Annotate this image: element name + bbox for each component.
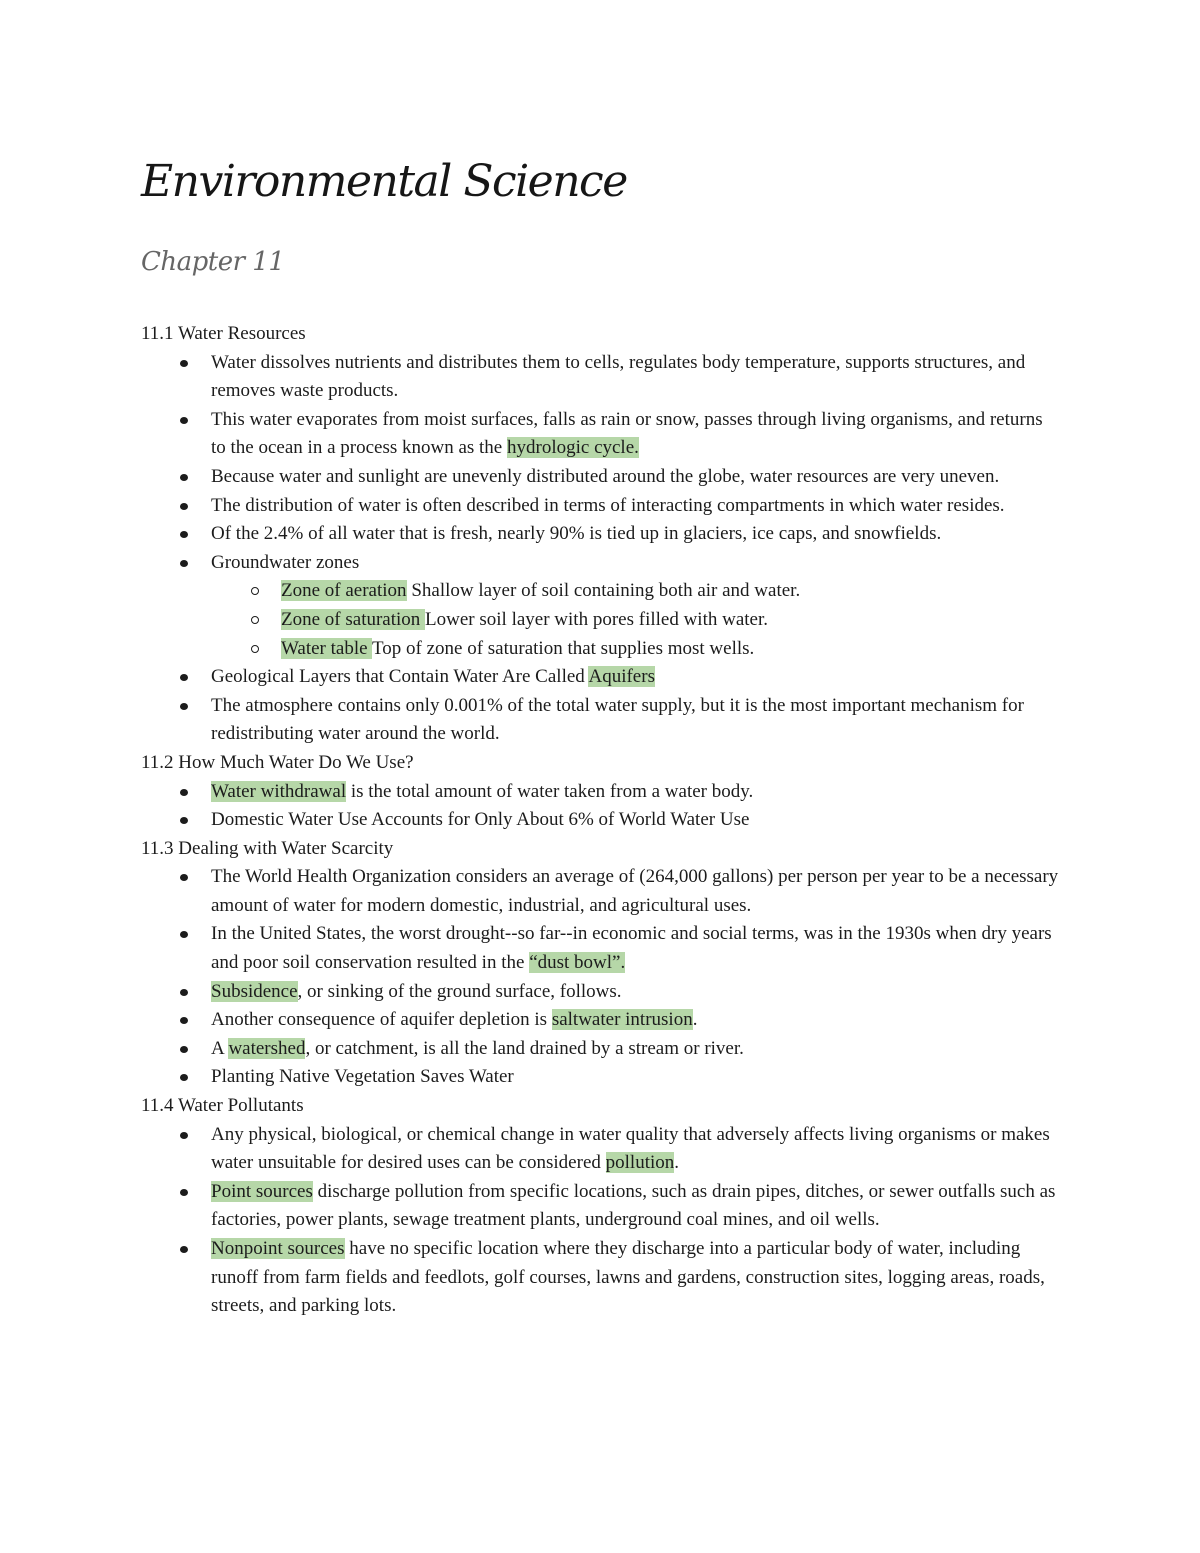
highlighted-term: Subsidence xyxy=(211,980,298,1002)
list-item: Nonpoint sources have no specific location where they discharge into a particular body of water, including runoff from farm fields and feedlots, golf courses, lawns and gardens, construction sites, logging areas, roads, streets, and parking lots. xyxy=(211,1235,1061,1321)
list-item: Zone of aeration Shallow layer of soil containing both air and water. xyxy=(281,577,1061,606)
list-item: Another consequence of aquifer depletion is saltwater intrusion. xyxy=(211,1006,1061,1035)
highlighted-term: “dust bowl”. xyxy=(529,952,626,974)
list-item: The World Health Organization considers an average of (264,000 gallons) per person per year to be a necessary amount of water for modern domestic, industrial, and agricultural uses. xyxy=(211,863,1061,920)
highlighted-term: Zone of saturation xyxy=(281,608,426,630)
list-item: Because water and sunlight are unevenly distributed around the globe, water resources are very uneven. xyxy=(211,463,1061,492)
highlighted-term: Water table xyxy=(281,637,372,659)
list-item: Subsidence, or sinking of the ground surface, follows. xyxy=(211,978,1061,1007)
section-11-3-list xyxy=(141,863,1061,1092)
highlighted-term: Zone of aeration xyxy=(281,580,407,602)
highlighted-term: Aquifers xyxy=(588,666,655,688)
list-item: Water dissolves nutrients and distributes them to cells, regulates body temperature, supports structures, and removes waste products. xyxy=(211,349,1061,406)
document-body xyxy=(141,320,1061,1321)
section-heading-11-2: 11.2 How Much Water Do We Use? xyxy=(141,751,414,773)
document-title: Environmental Science xyxy=(141,156,627,207)
section-heading-11-1: 11.1 Water Resources xyxy=(141,323,306,344)
list-item: A watershed, or catchment, is all the land drained by a stream or river. xyxy=(211,1035,1061,1064)
list-item: Domestic Water Use Accounts for Only About 6% of World Water Use xyxy=(211,806,1061,835)
list-item: Water withdrawal is the total amount of water taken from a water body. xyxy=(211,778,1061,807)
highlighted-term: Water withdrawal xyxy=(211,780,347,802)
list-item: This water evaporates from moist surfaces, falls as rain or snow, passes through living organisms, and returns to the ocean in a process known as the hydrologic cycle. xyxy=(211,406,1061,463)
list-item: Zone of saturation Lower soil layer with pores filled with water. xyxy=(281,606,1061,635)
chapter-heading: Chapter 11 xyxy=(141,247,285,277)
list-item: Any physical, biological, or chemical change in water quality that adversely affects living organisms or makes water unsuitable for desired uses can be considered pollution. xyxy=(211,1121,1061,1178)
highlighted-term: Nonpoint sources xyxy=(211,1238,345,1259)
list-item: The atmosphere contains only 0.001% of the total water supply, but it is the most important mechanism for redistributing water around the world. xyxy=(211,692,1061,749)
highlighted-term: Point sources xyxy=(211,1180,313,1202)
list-item: Point sources discharge pollution from specific locations, such as drain pipes, ditches, or sewer outfalls such as factories, power plants, sewage treatment plants, underground coal mines, and oil wells. xyxy=(211,1178,1061,1235)
list-item: In the United States, the worst drought--so far--in economic and social terms, was in the 1930s when dry years and poor soil conservation resulted in the “dust bowl”. xyxy=(211,920,1061,977)
section-heading-11-3: 11.3 Dealing with Water Scarcity xyxy=(141,837,394,859)
section-11-1-list xyxy=(141,349,1061,749)
highlighted-term: hydrologic cycle. xyxy=(507,437,639,459)
highlighted-term: watershed xyxy=(228,1037,306,1059)
list-item: Of the 2.4% of all water that is fresh, nearly 90% is tied up in glaciers, ice caps, and snowfields. xyxy=(211,520,1061,549)
section-11-4-list xyxy=(141,1121,1061,1321)
highlighted-term: saltwater intrusion xyxy=(551,1009,693,1031)
list-item: The distribution of water is often described in terms of interacting compartments in which water resides. xyxy=(211,492,1061,521)
groundwater-zones-list xyxy=(211,577,1061,663)
list-item: Geological Layers that Contain Water Are Called Aquifers xyxy=(211,663,1061,692)
highlighted-term: pollution xyxy=(605,1152,675,1174)
section-heading-11-4: 11.4 Water Pollutants xyxy=(141,1095,304,1117)
section-11-2-list xyxy=(141,778,1061,835)
list-item: Groundwater zones Zone of aeration Shallow layer of soil containing both air and water. Zone of saturation Lower soil layer with pores filled with water. Water table Top of zone of saturation that supplies most wells. xyxy=(211,549,1061,663)
list-item: Water table Top of zone of saturation that supplies most wells. xyxy=(281,635,1061,664)
list-item: Planting Native Vegetation Saves Water xyxy=(211,1063,1061,1092)
